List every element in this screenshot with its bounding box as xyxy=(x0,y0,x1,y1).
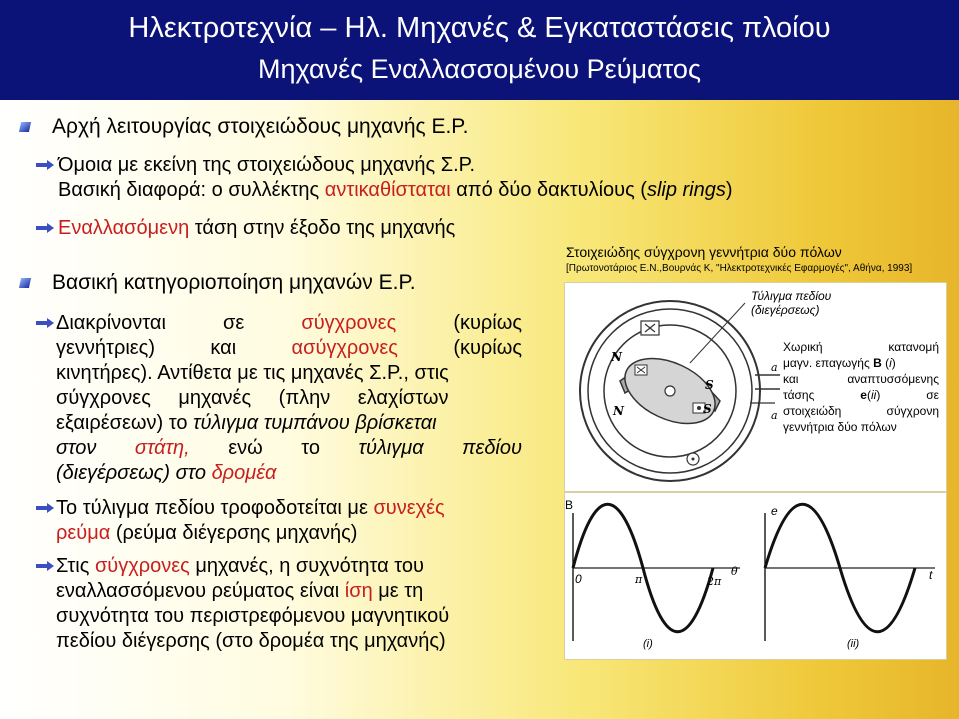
pole-label: N xyxy=(613,404,624,418)
text-span: με τη xyxy=(372,580,424,602)
figure-caption-title: Στοιχειώδης σύγχρονη γεννήτρια δύο πόλων xyxy=(566,244,842,260)
paragraph-line: κινητήρες). Αντίθετα με τις μηχανές Σ.Ρ., στις xyxy=(56,362,449,384)
square-bullet-icon xyxy=(19,278,31,288)
section2-heading: Βασική κατηγοριοποίηση μηχανών Ε.Ρ. xyxy=(52,271,416,294)
italic-span: ii xyxy=(870,388,877,402)
text-span: και xyxy=(210,337,237,359)
slot-label: a xyxy=(771,361,778,374)
italic-span: τύλιγμα τυμπάνου βρίσκεται xyxy=(193,412,437,434)
tick-label: π xyxy=(635,573,643,586)
highlight-span: Εναλλασόμενη xyxy=(58,217,190,239)
pole-label: S xyxy=(705,378,714,392)
text-span: από δύο δακτυλίους ( xyxy=(450,179,647,201)
panel-label: (i) xyxy=(643,638,653,650)
axis-label: θ xyxy=(731,565,738,578)
italic-span: στον xyxy=(56,437,97,459)
text-span: ( xyxy=(866,388,871,402)
paragraph-line: συχνότητα του περιστρεφόμενου μαγνητικού xyxy=(56,605,450,627)
text-span: μαγν. επαγωγής xyxy=(783,356,874,370)
text-span: εξαιρέσεων) το xyxy=(56,412,194,434)
text-span: Στις xyxy=(56,555,95,577)
text-span: (κυρίως xyxy=(453,312,522,334)
axis-label: t xyxy=(929,568,933,582)
slide-subtitle: Μηχανές Εναλλασσομένου Ρεύματος xyxy=(258,54,701,84)
paragraph-line: σύγχρονες μηχανές (πλην ελαχίστων xyxy=(56,387,449,409)
highlight-span: δρομέα xyxy=(211,462,277,484)
highlight-span: συνεχές xyxy=(373,497,445,519)
paragraph-line xyxy=(56,436,522,460)
text-span: ) xyxy=(891,356,896,370)
paragraph-line xyxy=(56,579,423,603)
text-span: τάση στην έξοδο της μηχανής xyxy=(189,217,456,239)
desc-line xyxy=(783,387,939,403)
arrow-bullet-icon xyxy=(36,160,54,170)
text-span: Το τύλιγμα πεδίου τροφοδοτείται με xyxy=(56,497,374,519)
text-span: μηχανές, η συχνότητα του xyxy=(189,555,424,577)
bold-span: e xyxy=(860,388,867,402)
paragraph-line: πεδίου διέγερσης (στο δρομέα της μηχανής) xyxy=(56,630,446,652)
text-span: γεννήτριες) xyxy=(56,337,155,359)
waveform-drawing xyxy=(565,493,946,659)
pole-label: S xyxy=(703,402,712,416)
panel-label: (ii) xyxy=(847,638,860,650)
text-span: ( xyxy=(881,356,890,370)
text-span: εναλλασσόμενου ρεύματος είναι xyxy=(56,580,345,602)
text-span: (ρεύμα διέγερσης μηχανής) xyxy=(110,522,358,544)
generator-diagram xyxy=(564,282,947,492)
figure-caption-reference: [Πρωτονοτάριος Ε.Ν.,Βουρνάς Κ, "Ηλεκτροτεχνικές Εφαρμογές", Αθήνα, 1993] xyxy=(566,263,913,274)
field-winding-label xyxy=(751,289,831,317)
text-span: σε xyxy=(223,312,245,334)
slot-label: a xyxy=(771,409,778,422)
waveform-diagram xyxy=(564,492,947,660)
arrow-bullet-icon xyxy=(36,318,54,328)
paragraph-line xyxy=(56,521,357,545)
paragraph-line xyxy=(56,311,522,335)
text-span: (κυρίως xyxy=(453,337,522,359)
axis-label: e xyxy=(771,504,778,518)
arrow-bullet-icon xyxy=(36,223,54,233)
text-span: Βασική διαφορά: ο συλλέκτης xyxy=(58,179,325,201)
label-line: (διεγέρσεως) xyxy=(751,303,820,317)
text-span: το xyxy=(301,437,320,459)
pole-label: N xyxy=(611,350,622,364)
italic-span: πεδίου xyxy=(462,437,522,459)
text-span: ) σε xyxy=(876,388,939,402)
paragraph-line xyxy=(56,411,437,435)
paragraph-line xyxy=(56,336,522,360)
text-span: τάσης xyxy=(783,388,861,402)
section1-item1: Όμοια με εκείνη της στοιχειώδους μηχανής Σ.Ρ. xyxy=(58,154,476,176)
highlight-span: ρεύμα xyxy=(56,522,111,544)
arrow-bullet-icon xyxy=(36,503,54,513)
desc-line: γεννήτρια δύο πόλων xyxy=(783,420,897,434)
label-line: Τύλιγμα πεδίου xyxy=(751,289,832,303)
slide-header xyxy=(0,0,959,100)
desc-line: Χωρική κατανομή xyxy=(783,340,939,354)
section1-heading: Αρχή λειτουργίας στοιχειώδους μηχανής Ε.Ρ. xyxy=(52,115,469,138)
axis-origin: 0 xyxy=(575,572,582,586)
text-span: Διακρίνονται xyxy=(56,312,166,334)
bold-span: B xyxy=(873,356,882,370)
desc-line: στοιχειώδη σύγχρονη xyxy=(783,404,939,418)
text-span: ενώ xyxy=(228,437,263,459)
highlight-span: ασύγχρονες xyxy=(291,337,398,359)
desc-line: και αναπτυσσόμενης xyxy=(783,372,939,386)
tick-label: 2π xyxy=(707,575,722,588)
section1-item1b xyxy=(58,178,733,202)
italic-span: i xyxy=(889,356,892,370)
section1-item2 xyxy=(58,216,455,240)
highlight-span: ίση xyxy=(344,580,373,602)
paragraph-line xyxy=(56,554,424,578)
text-span: ) xyxy=(725,179,733,201)
desc-line xyxy=(783,355,939,371)
axis-label: B xyxy=(565,498,574,512)
square-bullet-icon xyxy=(19,122,31,132)
highlight-span: σύγχρονες xyxy=(94,555,190,577)
paragraph-line xyxy=(56,461,276,485)
arrow-bullet-icon xyxy=(36,561,54,571)
paragraph-line xyxy=(56,496,445,520)
highlight-span: αντικαθίσταται xyxy=(324,179,451,201)
slide-title: Ηλεκτροτεχνία – Ηλ. Μηχανές & Εγκαταστάσεις πλοίου xyxy=(128,12,831,44)
italic-span: τύλιγμα xyxy=(358,437,424,459)
highlight-span: στάτη, xyxy=(134,437,190,459)
figure-description xyxy=(783,339,939,435)
italic-span: (διεγέρσεως) στο xyxy=(56,462,212,484)
highlight-span: σύγχρονες xyxy=(301,312,397,334)
italic-span: slip rings xyxy=(646,179,726,201)
